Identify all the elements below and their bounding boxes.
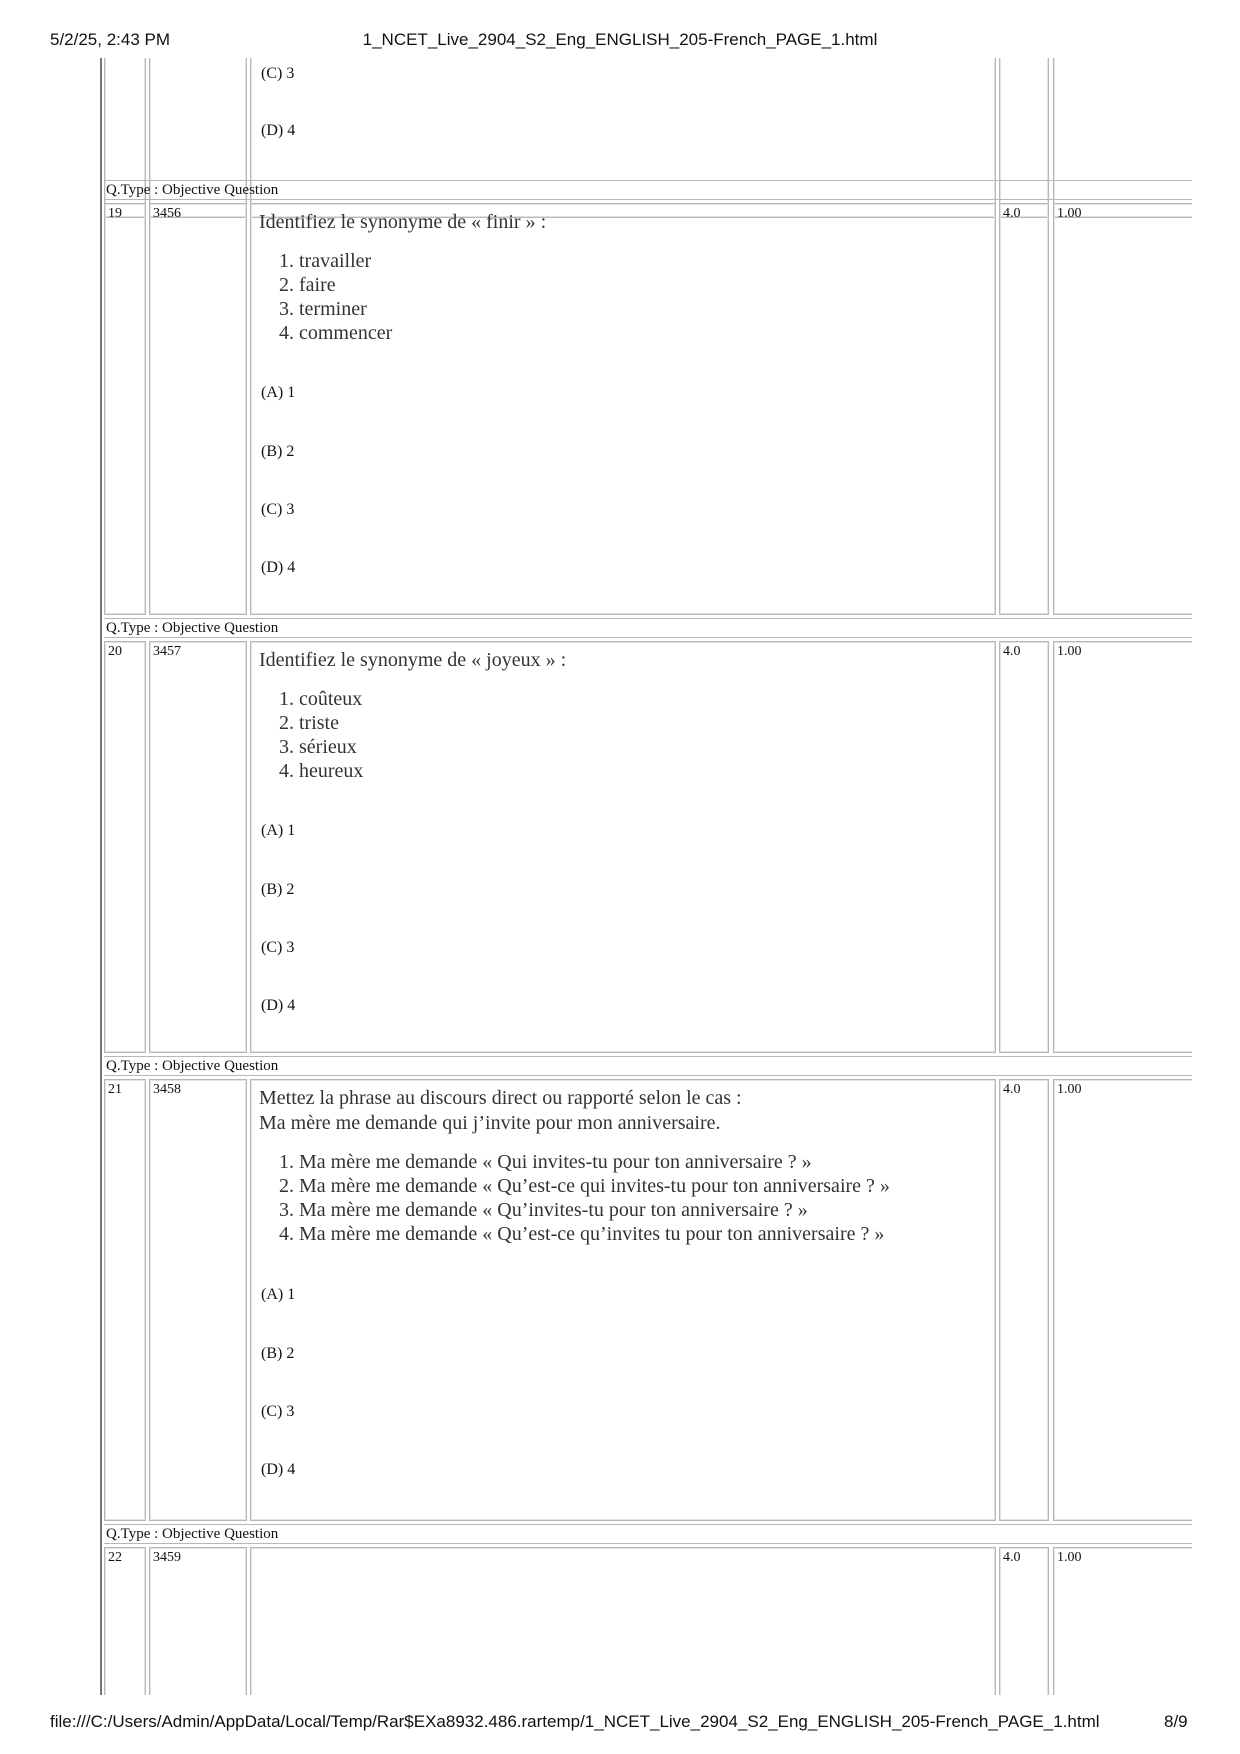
cell-question [250,203,996,615]
cell-marks [999,203,1049,615]
question-number: 20 [108,644,122,659]
cell-id [149,1547,247,1695]
file-path: file:///C:/Users/Admin/AppData/Local/Temp/Rar$EXa8932.486.rartemp/1_NCET_Live_2904_S2_Eng_ENGLISH_205-French_PAGE_1.html [50,1712,1100,1731]
option-b: (B) 2 [261,443,295,460]
question-text [259,1086,890,1246]
cell-number [104,1547,146,1695]
question-id: 3459 [153,1550,181,1565]
option-b: (B) 2 [261,1345,295,1362]
question-text [259,648,566,783]
cell-marks [999,1079,1049,1521]
option-c: (C) 3 [261,501,295,518]
cell-id [149,641,247,1053]
question-stem: Ma mère me demande qui j’invite pour mon anniversaire. [259,1112,721,1134]
negative-marks-value: 1.00 [1057,206,1082,221]
choice-item: 3. sérieux [299,735,566,759]
cell-negative [1053,203,1192,615]
choice-item: 1. Ma mère me demande « Qui invites-tu pour ton anniversaire ? » [299,1150,890,1174]
choice-item: 1. travailler [299,249,546,273]
cell-id [149,203,247,615]
choice-item: 1. coûteux [299,687,566,711]
option-c: (C) 3 [261,65,295,82]
option-b: (B) 2 [261,881,295,898]
table-border [100,58,102,1695]
cell-negative [1053,1079,1192,1521]
question-text [259,210,546,345]
option-d: (D) 4 [261,997,296,1014]
cell-number [104,641,146,1053]
choice-list [259,249,546,345]
cell-question [250,641,996,1053]
marks-value: 4.0 [1003,1082,1021,1097]
question-stem: Identifiez le synonyme de « finir » : [259,211,547,233]
option-d: (D) 4 [261,1461,296,1478]
choice-item: 4. commencer [299,321,546,345]
qtype-label: Q.Type : Objective Question [104,618,1192,638]
choice-item: 2. Ma mère me demande « Qu’est-ce qui invites-tu pour ton anniversaire ? » [299,1174,890,1198]
question-id: 3456 [153,206,181,221]
option-c: (C) 3 [261,1403,295,1420]
question-table [100,58,1192,1695]
cell-number [104,1079,146,1521]
question-id: 3458 [153,1082,181,1097]
qtype-label: Q.Type : Objective Question [104,1524,1192,1544]
cell-question [250,1547,996,1695]
negative-marks-value: 1.00 [1057,1082,1082,1097]
choice-item: 3. terminer [299,297,546,321]
choice-item: 2. triste [299,711,566,735]
question-number: 21 [108,1082,122,1097]
document-title: 1_NCET_Live_2904_S2_Eng_ENGLISH_205-French_PAGE_1.html [362,30,878,49]
negative-marks-value: 1.00 [1057,644,1082,659]
option-a: (A) 1 [261,384,296,401]
option-a: (A) 1 [261,822,296,839]
print-datetime: 5/2/25, 2:43 PM [50,30,171,49]
option-a: (A) 1 [261,1286,296,1303]
choice-item: 2. faire [299,273,546,297]
cell-question [250,1079,996,1521]
negative-marks-value: 1.00 [1057,1550,1082,1565]
marks-value: 4.0 [1003,644,1021,659]
cell-marks [999,1547,1049,1695]
qtype-label: Q.Type : Objective Question [104,1056,1192,1076]
question-stem: Mettez la phrase au discours direct ou rapporté selon le cas : [259,1087,742,1109]
page-number: 8/9 [1164,1712,1188,1731]
choice-item: 4. Ma mère me demande « Qu’est-ce qu’invites tu pour ton anniversaire ? » [299,1222,890,1246]
option-d: (D) 4 [261,122,296,139]
cell-number [104,203,146,615]
choice-list [259,687,566,783]
cell-marks [999,641,1049,1053]
option-d: (D) 4 [261,559,296,576]
question-number: 19 [108,206,122,221]
cell-id [149,1079,247,1521]
choice-item: 3. Ma mère me demande « Qu’invites-tu pour ton anniversaire ? » [299,1198,890,1222]
option-c: (C) 3 [261,939,295,956]
cell-negative [1053,641,1192,1053]
question-stem: Identifiez le synonyme de « joyeux » : [259,649,567,671]
choice-list [259,1150,890,1246]
question-id: 3457 [153,644,181,659]
marks-value: 4.0 [1003,206,1021,221]
marks-value: 4.0 [1003,1550,1021,1565]
cell-negative [1053,1547,1192,1695]
qtype-label: Q.Type : Objective Question [104,180,1192,200]
question-number: 22 [108,1550,122,1565]
choice-item: 4. heureux [299,759,566,783]
